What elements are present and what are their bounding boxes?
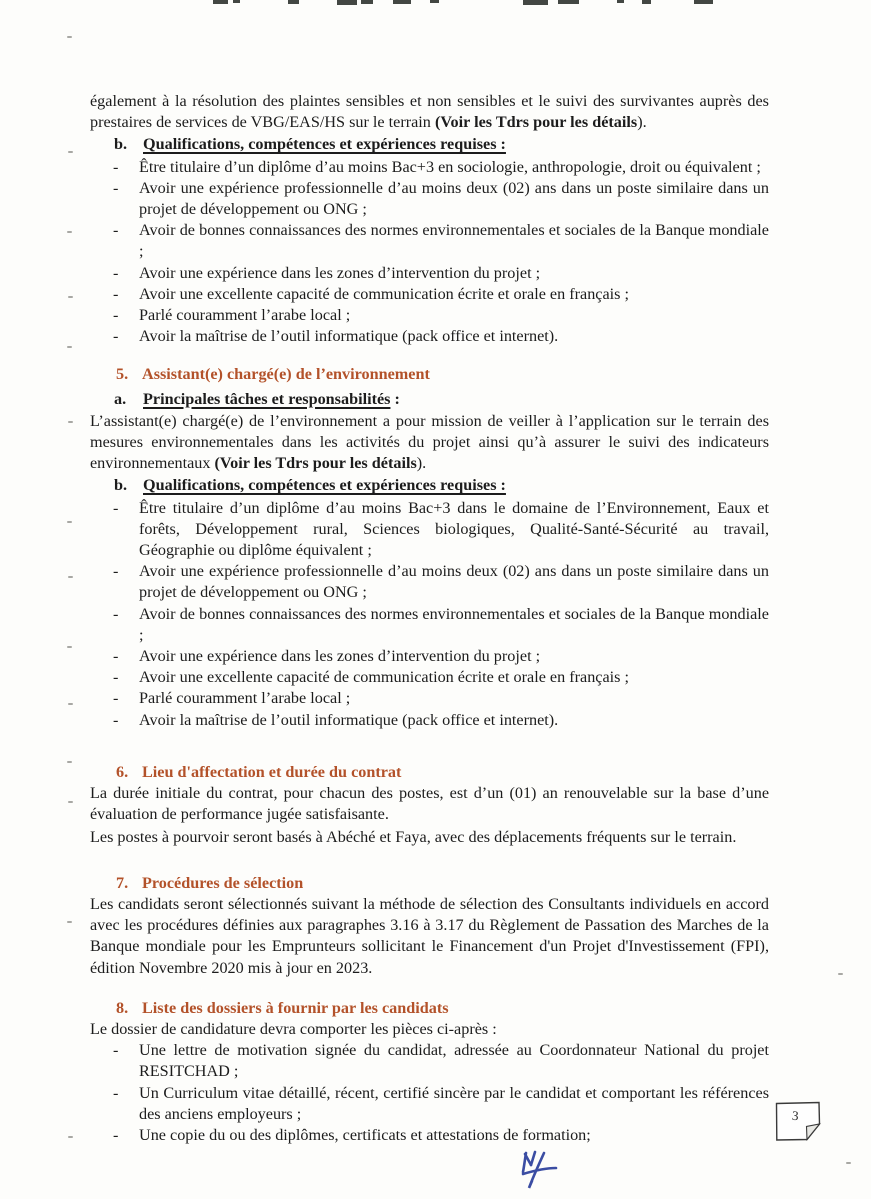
section-number: 6. [116,762,129,781]
list-item-text: Avoir la maîtrise de l’outil informatique (pack office et internet). [139,710,559,729]
section-number: 5. [116,365,129,384]
list-item [110,157,769,178]
list-item [110,284,769,305]
section-title: Procédures de sélection [142,873,304,892]
list-item-text: Avoir une expérience dans les zones d’intervention du projet ; [139,263,541,282]
bullet-dash: - [113,178,119,197]
section-number: 7. [116,873,129,892]
intro-paragraph [90,91,769,133]
contract-duration-paragraph: La durée initiale du contrat, pour chacun des postes, est d’un (01) an renouvelable sur la base d’une évaluation de performance jugée satisfaisante. [90,784,769,824]
mission-bold-note: (Voir les Tdrs pour les détails [214,454,417,473]
subheading-qualifications-social [114,134,769,155]
list-item-text: Avoir une expérience professionnelle d’au moins deux (02) ans dans un poste similaire dans un projet de développement ou ONG ; [139,178,769,219]
bullet-dash: - [113,647,119,666]
list-item-text: Être titulaire d’un diplôme d’au moins Bac+3 en sociologie, anthropologie, droit ou équivalent ; [139,157,761,176]
list-item-text: Avoir de bonnes connaissances des normes environnementales et sociales de la Banque mondiale ; [139,604,769,644]
section-heading-7 [116,873,769,894]
intro-text-end: ). [637,113,647,132]
bullet-dash: - [113,1125,119,1144]
subheading-taches [114,389,769,410]
subheading-label: b. [114,135,128,154]
bullet-dash: - [113,221,119,240]
bullet-dash: - [113,1083,119,1102]
mission-text: L’assistant(e) chargé(e) de l’environnement a pour mission de veiller à l’application sur le terrain des mesures environnementales dans les activités du projet ainsi qu’à assurer le suivi des indicateurs environnementaux [90,411,769,473]
list-item-text: Un Curriculum vitae détaillé, récent, certifié sincère par le candidat et comportant les références des anciens employeurs ; [139,1083,769,1123]
application-documents-list [90,1040,769,1146]
qualifications-social-list [90,157,769,348]
section-number: 8. [116,998,129,1017]
bullet-dash: - [113,604,119,623]
subheading-text: Qualifications, compétences et expériences requises : [143,135,506,154]
list-item [110,710,769,731]
section-heading-5 [116,364,769,385]
list-item [110,305,769,326]
bullet-dash: - [113,668,119,687]
list-item [110,688,769,709]
subheading-label: a. [114,389,127,408]
subheading-qualifications-env [114,475,769,496]
list-item [110,604,769,646]
bullet-dash: - [113,562,119,581]
signature-icon [506,1140,566,1199]
list-item-text: Avoir la maîtrise de l’outil informatique (pack office et internet). [139,327,559,346]
list-item [110,667,769,688]
list-item [110,1040,769,1082]
list-item [110,1083,769,1125]
signature-paraph [506,1140,566,1199]
list-item-text: Être titulaire d’un diplôme d’au moins Bac+3 dans le domaine de l’Environnement, Eaux et forêts, Développement rural, Sciences biologiques, Qualité-Santé-Sécurité au travail, Géographie ou diplôme équivalent ; [139,498,769,560]
list-item [110,326,769,347]
bullet-dash: - [113,498,119,517]
bullet-dash: - [113,710,119,729]
posting-location-paragraph: Les postes à pourvoir seront basés à Abéché et Faya, avec des déplacements fréquents sur le terrain. [90,827,737,846]
application-file-paragraph: Le dossier de candidature devra comporter les pièces ci-après : [90,1019,497,1038]
bullet-dash: - [113,1041,119,1060]
list-item-text: Avoir une excellente capacité de communication écrite et orale en français ; [139,284,630,303]
section-heading-8 [116,998,769,1019]
section-title: Liste des dossiers à fournir par les candidats [142,998,449,1017]
section-title: Assistant(e) chargé(e) de l’environnement [142,365,430,384]
list-item [110,646,769,667]
list-item-text: Parlé couramment l’arabe local ; [139,689,351,708]
subheading-colon: : [390,389,400,408]
list-item-text: Avoir une expérience professionnelle d’au moins deux (02) ans dans un poste similaire dans un projet de développement ou ONG ; [139,562,769,602]
bullet-dash: - [113,284,119,303]
list-item [110,498,769,562]
list-item [110,263,769,284]
section-title: Lieu d'affectation et durée du contrat [142,762,402,781]
bullet-dash: - [113,327,119,346]
list-item [110,220,769,262]
intro-bold-note: (Voir les Tdrs pour les détails [434,113,638,132]
list-item [110,1125,769,1146]
intro-text: également à la résolution des plaintes sensibles et non sensibles et le suivi des survivantes auprès des prestaires de services de VBG/EAS/HS sur le terrain [90,92,769,132]
page-number-box [775,1101,821,1143]
list-item-text: Avoir une expérience dans les zones d’intervention du projet ; [139,647,541,666]
bullet-dash: - [113,157,119,176]
list-item-text: Une lettre de motivation signée du candidat, adressée au Coordonnateur National du projet RESITCHAD ; [139,1041,769,1081]
bullet-dash: - [113,306,119,325]
list-item-text: Une copie du ou des diplômes, certificats et attestations de formation; [139,1125,591,1144]
page-number: 3 [791,1107,800,1124]
bullet-dash: - [113,689,119,708]
subheading-label: b. [114,476,128,495]
list-item-text: Avoir de bonnes connaissances des normes environnementales et sociales de la Banque mondiale ; [139,221,769,261]
section-heading-6 [116,762,769,783]
qualifications-env-list [90,498,769,731]
subheading-text: Principales tâches et responsabilités [143,389,391,408]
mission-text-end: ). [416,454,427,473]
list-item [110,178,769,220]
subheading-text: Qualifications, compétences et expériences requises : [143,476,506,495]
list-item-text: Parlé couramment l’arabe local ; [139,306,351,325]
list-item-text: Avoir une excellente capacité de communication écrite et orale en français ; [139,668,630,687]
bullet-dash: - [113,263,119,282]
document-body [90,91,769,1146]
selection-procedure-paragraph: Les candidats seront sélectionnés suivant la méthode de sélection des Consultants individuels en accord avec les procédures définies aux paragraphes 3.16 à 3.17 du Règlement de Passation des Marches de la Banque mondiale pour les Emprunteurs sollicitant le Financement d'un Projet d'Investissement (FPI), édition Novembre 2020 mis à jour en 2023. [90,894,769,977]
list-item [110,561,769,603]
environment-mission-paragraph [90,411,769,475]
